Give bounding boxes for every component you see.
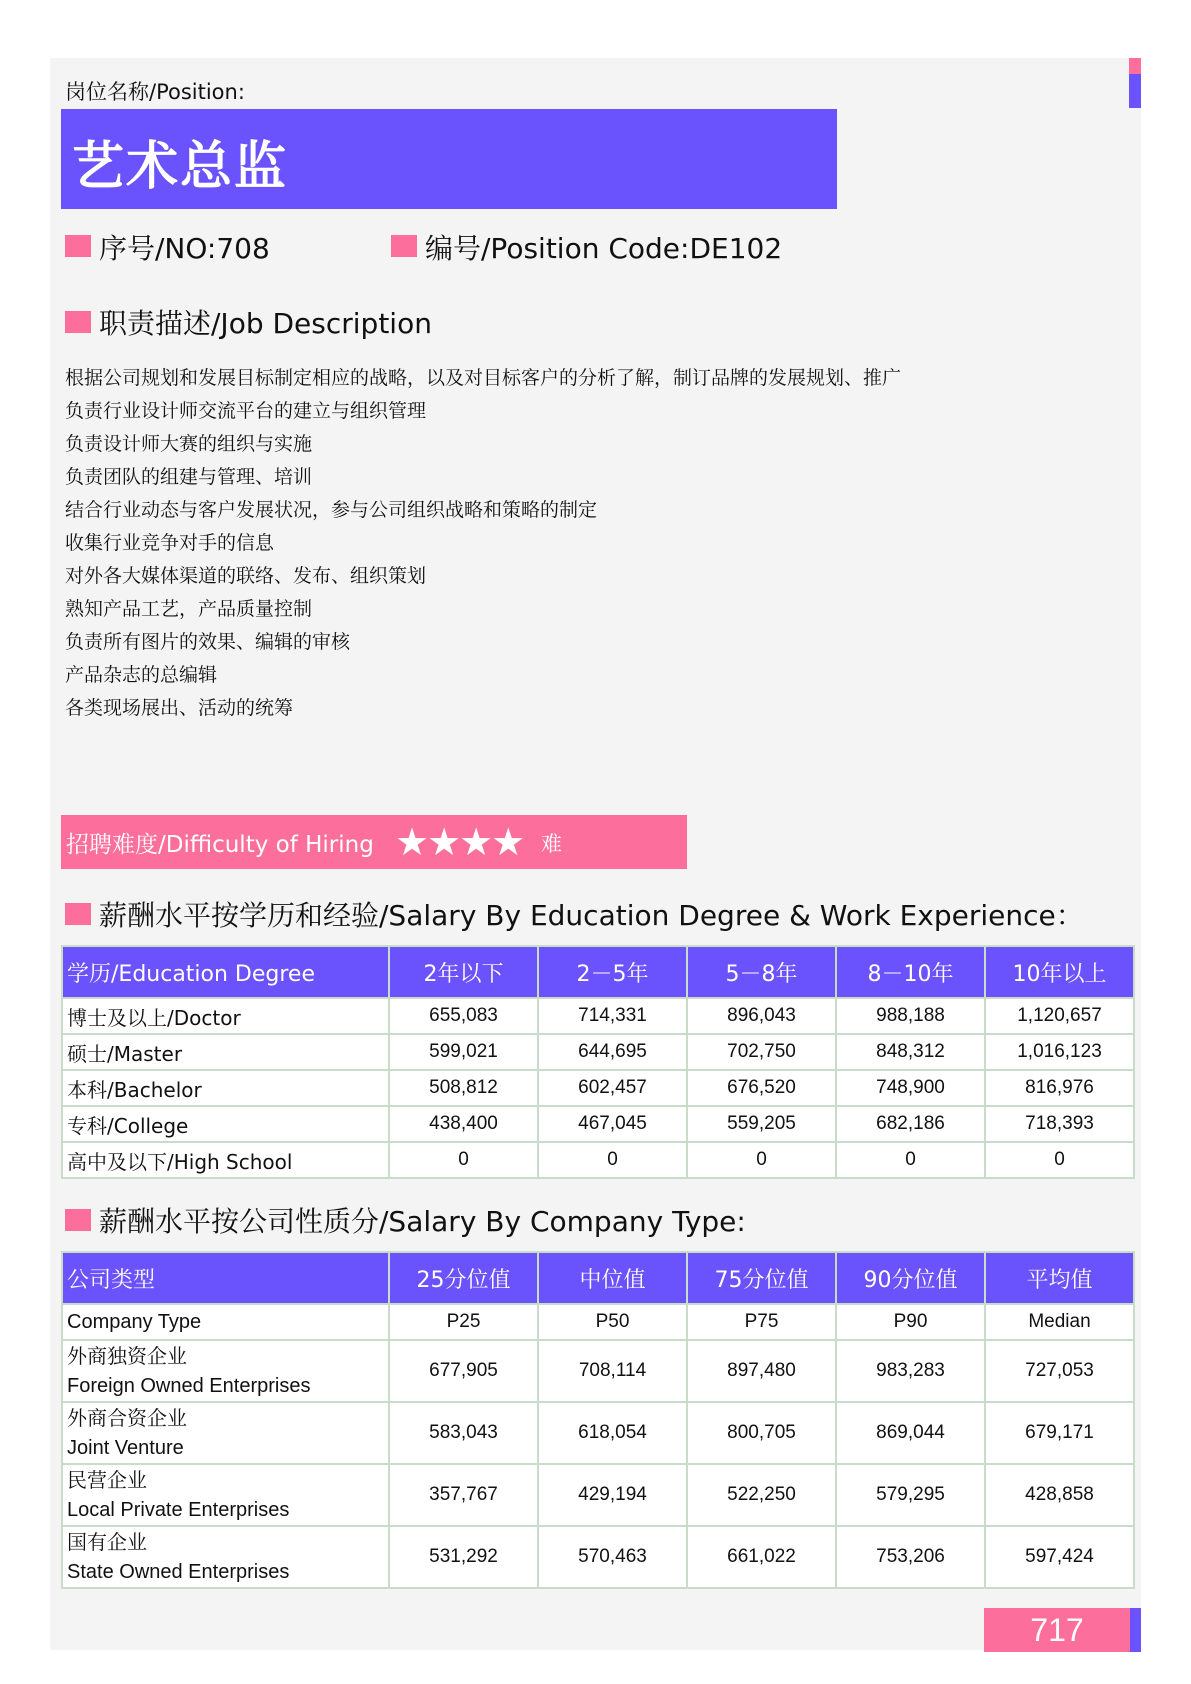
- subheader-cell: Company Type: [62, 1304, 389, 1340]
- company-type-en: Foreign Owned Enterprises: [67, 1375, 311, 1397]
- row-label: 专科/College: [62, 1106, 389, 1142]
- row-label: 硕士/Master: [62, 1034, 389, 1070]
- description-item: 对外各大媒体渠道的联络、发布、组织策划: [65, 565, 427, 587]
- salary-cell: 702,750: [687, 1034, 836, 1070]
- column-header: 75分位值: [687, 1252, 836, 1304]
- column-header: 2－5年: [538, 946, 687, 998]
- salary-cell: 1,120,657: [985, 998, 1134, 1034]
- company-type-en: State Owned Enterprises: [67, 1561, 290, 1583]
- table-row: [62, 1526, 1134, 1588]
- description-item: 负责行业设计师交流平台的建立与组织管理: [65, 400, 427, 422]
- company-type-en: Local Private Enterprises: [67, 1499, 290, 1521]
- salary-cell: 983,283: [836, 1340, 985, 1402]
- subheader-cell: Median: [985, 1304, 1134, 1340]
- salary-cell: 869,044: [836, 1402, 985, 1464]
- salary-cell: 800,705: [687, 1402, 836, 1464]
- salary-cell: 522,250: [687, 1464, 836, 1526]
- salary-cell: 816,976: [985, 1070, 1134, 1106]
- salary-cell: 357,767: [389, 1464, 538, 1526]
- salary-cell: 714,331: [538, 998, 687, 1034]
- description-item: 产品杂志的总编辑: [65, 664, 218, 686]
- difficulty-label: 招聘难度/Difficulty of Hiring: [66, 832, 374, 858]
- description-list: [65, 362, 901, 725]
- row-label: 博士及以上/Doctor: [62, 998, 389, 1034]
- company-type-cn: 民营企业: [67, 1468, 147, 1492]
- company-type-cell: [62, 1402, 389, 1464]
- salary-cell: 429,194: [538, 1464, 687, 1526]
- company-type-cn: 国有企业: [67, 1530, 147, 1554]
- salary-cell: 676,520: [687, 1070, 836, 1106]
- salary-cell: 579,295: [836, 1464, 985, 1526]
- salary-cell: 848,312: [836, 1034, 985, 1070]
- bullet-square-icon: [65, 311, 91, 333]
- table-row: [62, 1034, 1134, 1070]
- column-header: 2年以下: [389, 946, 538, 998]
- salary-cell: 748,900: [836, 1070, 985, 1106]
- column-header: 中位值: [538, 1252, 687, 1304]
- company-type-cell: [62, 1340, 389, 1402]
- salary-cell: 618,054: [538, 1402, 687, 1464]
- page-number-side-marker: [1130, 1608, 1141, 1652]
- salary-cell: 602,457: [538, 1070, 687, 1106]
- salary-cell: 897,480: [687, 1340, 836, 1402]
- column-header: 25分位值: [389, 1252, 538, 1304]
- column-header: 90分位值: [836, 1252, 985, 1304]
- subheader-cell: P25: [389, 1304, 538, 1340]
- salary-cell: 677,905: [389, 1340, 538, 1402]
- salary-cell: 661,022: [687, 1526, 836, 1588]
- salary-cell: 753,206: [836, 1526, 985, 1588]
- table-row: [62, 1464, 1134, 1526]
- salary-cell: 428,858: [985, 1464, 1134, 1526]
- salary-cell: 679,171: [985, 1402, 1134, 1464]
- table-row: [62, 1070, 1134, 1106]
- salary-cell: 1,016,123: [985, 1034, 1134, 1070]
- subheader-cell: P90: [836, 1304, 985, 1340]
- position-code: 编号/Position Code:DE102: [425, 232, 783, 265]
- page-number: 717: [1030, 1612, 1084, 1648]
- table-subheader-row: [62, 1304, 1134, 1340]
- description-item: 负责团队的组建与管理、培训: [65, 466, 313, 488]
- description-item: 负责所有图片的效果、编辑的审核: [65, 631, 351, 653]
- salary-cell: 438,400: [389, 1106, 538, 1142]
- row-label: 高中及以下/High School: [62, 1142, 389, 1178]
- salary-cell: 0: [687, 1142, 836, 1178]
- salary-cell: 0: [836, 1142, 985, 1178]
- table-row: [62, 998, 1134, 1034]
- salary-cell: 0: [538, 1142, 687, 1178]
- salary-cell: 570,463: [538, 1526, 687, 1588]
- description-item: 负责设计师大赛的组织与实施: [65, 433, 313, 455]
- description-item: 各类现场展出、活动的统筹: [65, 697, 294, 719]
- description-item: 收集行业竞争对手的信息: [65, 532, 275, 554]
- company-type-cell: [62, 1526, 389, 1588]
- side-marker-purple: [1129, 74, 1141, 108]
- table-row: [62, 1402, 1134, 1464]
- salary-cell: 467,045: [538, 1106, 687, 1142]
- description-heading: 职责描述/Job Description: [99, 307, 432, 340]
- position-number: 序号/NO:708: [99, 232, 270, 265]
- salary-cell: 896,043: [687, 998, 836, 1034]
- bullet-square-icon: [65, 235, 91, 257]
- column-header: 学历/Education Degree: [62, 946, 389, 998]
- table-row: [62, 1106, 1134, 1142]
- side-marker-pink: [1129, 58, 1141, 74]
- column-header: 公司类型: [62, 1252, 389, 1304]
- column-header: 平均值: [985, 1252, 1134, 1304]
- education-salary-table: [61, 945, 1135, 1179]
- table-row: [62, 1142, 1134, 1178]
- bullet-square-icon: [65, 1209, 91, 1231]
- salary-cell: 531,292: [389, 1526, 538, 1588]
- column-header: 10年以上: [985, 946, 1134, 998]
- salary-cell: 0: [389, 1142, 538, 1178]
- company-type-cn: 外商合资企业: [67, 1406, 187, 1430]
- company-type-en: Joint Venture: [67, 1437, 184, 1459]
- company-type-cn: 外商独资企业: [67, 1344, 187, 1368]
- position-title: 艺术总监: [72, 137, 289, 197]
- subheader-cell: P75: [687, 1304, 836, 1340]
- salary-cell: 583,043: [389, 1402, 538, 1464]
- salary-cell: 599,021: [389, 1034, 538, 1070]
- salary-cell: 988,188: [836, 998, 985, 1034]
- description-item: 根据公司规划和发展目标制定相应的战略，以及对目标客户的分析了解，制订品牌的发展规划、推广: [65, 367, 902, 389]
- company-table-heading: 薪酬水平按公司性质分/Salary By Company Type:: [99, 1205, 746, 1238]
- salary-cell: 708,114: [538, 1340, 687, 1402]
- bullet-square-icon: [65, 903, 91, 925]
- salary-cell: 655,083: [389, 998, 538, 1034]
- salary-cell: 644,695: [538, 1034, 687, 1070]
- salary-cell: 727,053: [985, 1340, 1134, 1402]
- company-type-cell: [62, 1464, 389, 1526]
- company-salary-table: [61, 1251, 1135, 1589]
- subheader-cell: P50: [538, 1304, 687, 1340]
- description-item: 熟知产品工艺，产品质量控制: [65, 598, 313, 620]
- education-table-heading: 薪酬水平按学历和经验/Salary By Education Degree & Work Experience：: [99, 899, 1084, 932]
- salary-cell: 508,812: [389, 1070, 538, 1106]
- salary-cell: 559,205: [687, 1106, 836, 1142]
- salary-cell: 0: [985, 1142, 1134, 1178]
- description-item: 结合行业动态与客户发展状况，参与公司组织战略和策略的制定: [65, 499, 598, 521]
- difficulty-word: 难: [541, 832, 562, 856]
- salary-cell: 718,393: [985, 1106, 1134, 1142]
- column-header: 8－10年: [836, 946, 985, 998]
- row-label: 本科/Bachelor: [62, 1070, 389, 1106]
- salary-cell: 597,424: [985, 1526, 1134, 1588]
- salary-cell: 682,186: [836, 1106, 985, 1142]
- difficulty-stars-icon: ★★★★: [395, 820, 524, 864]
- table-row: [62, 1340, 1134, 1402]
- position-label: 岗位名称/Position:: [65, 80, 245, 104]
- bullet-square-icon: [391, 235, 417, 257]
- column-header: 5－8年: [687, 946, 836, 998]
